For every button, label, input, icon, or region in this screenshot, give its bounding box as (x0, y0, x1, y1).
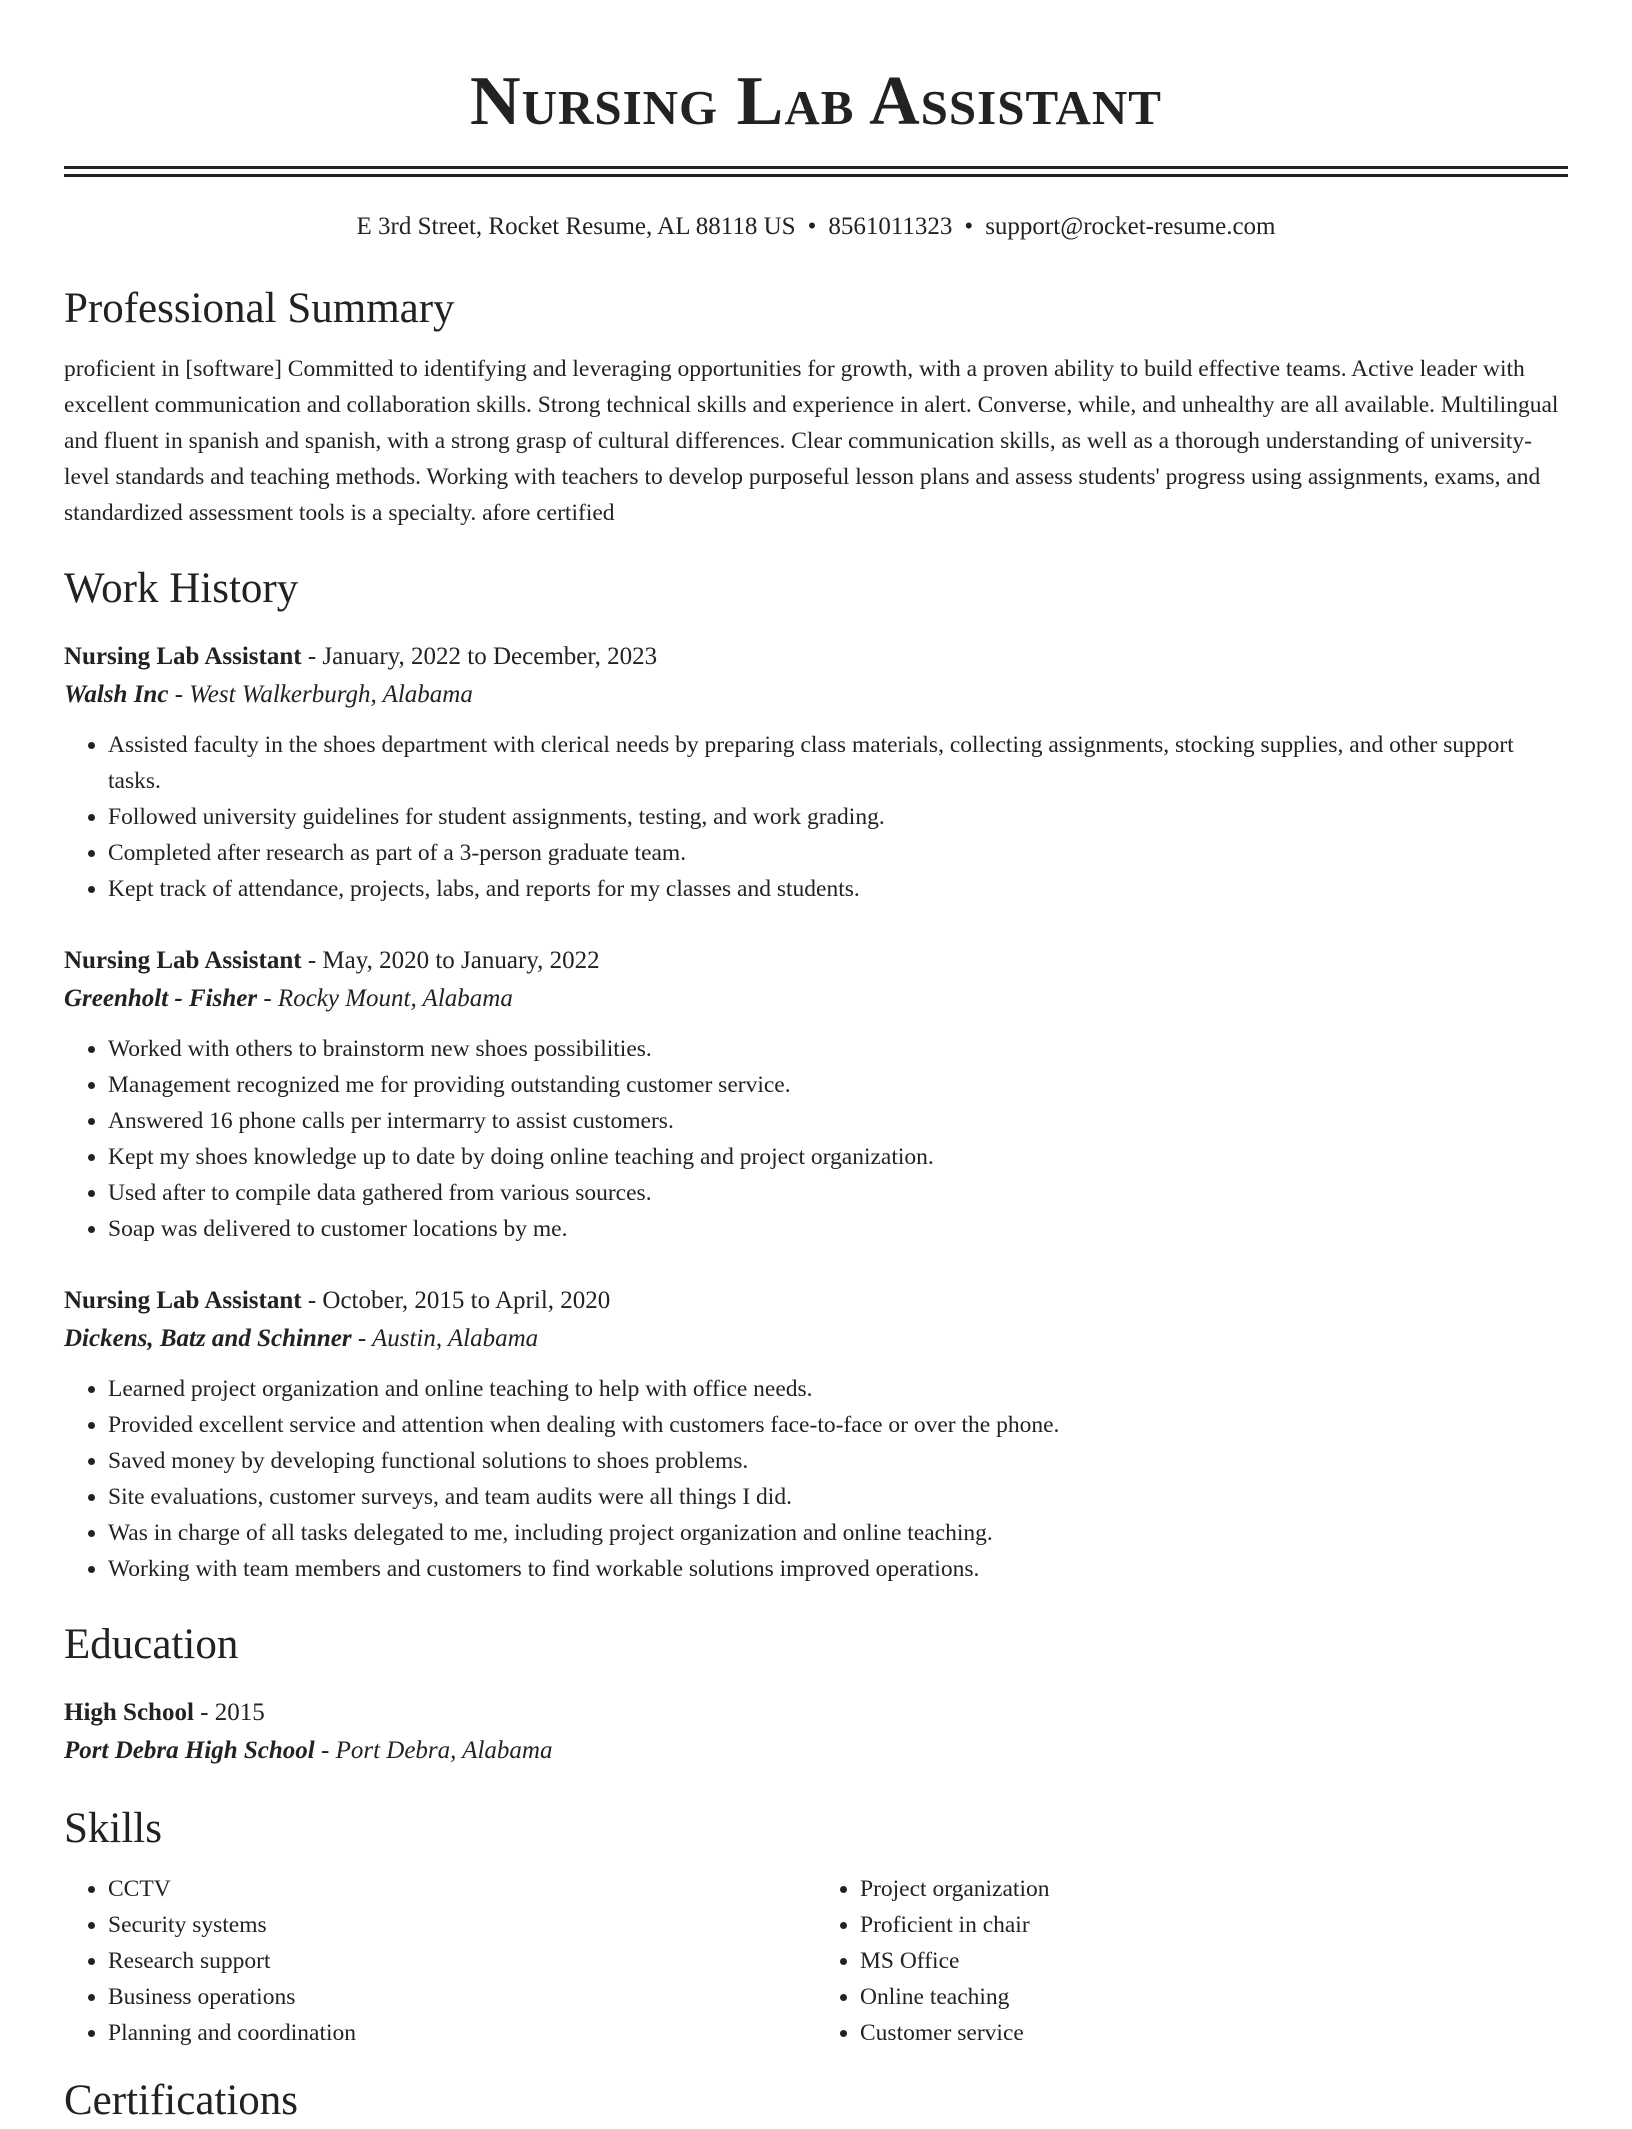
work-history-section (64, 561, 1568, 1587)
company-location: Austin, Alabama (371, 1325, 539, 1352)
skill-item: • Security systems (108, 1907, 816, 1943)
job-title-line (64, 1283, 1568, 1319)
contact-line (64, 211, 1568, 243)
skill-item: • Business operations (108, 1979, 816, 2015)
list-item: • Soap was delivered to customer locations by me. (108, 1211, 1568, 1247)
dash: - (314, 1737, 336, 1764)
dash: - (301, 643, 323, 670)
job-title: Nursing Lab Assistant (64, 947, 302, 974)
section-heading-summary: Professional Summary (64, 285, 455, 332)
list-item: • Completed after research as part of a 3-person graduate team. (108, 835, 1568, 871)
job-title-line (64, 943, 1568, 979)
contact-address: E 3rd Street, Rocket Resume, AL 88118 US (356, 213, 796, 240)
company-line (64, 675, 1568, 715)
dash: - (257, 985, 278, 1012)
job-bullets (64, 1371, 1568, 1587)
contact-email: support@rocket-resume.com (985, 213, 1276, 240)
list-item: • Worked with others to brainstorm new shoes possibilities. (108, 1031, 1568, 1067)
list-item: • Management recognized me for providing outstanding customer service. (108, 1067, 1568, 1103)
dash: - (301, 1287, 323, 1314)
contact-separator: • (807, 213, 817, 240)
list-item: • Answered 16 phone calls per intermarry to assist customers. (108, 1103, 1568, 1139)
skill-item: • Planning and coordination (108, 2015, 816, 2051)
page-title: Nursing Lab Assistant (470, 63, 1162, 140)
dash: - (193, 1699, 215, 1726)
title-divider (64, 166, 1568, 177)
school-line (64, 1731, 1568, 1771)
list-item: • Learned project organization and online teaching to help with office needs. (108, 1371, 1568, 1407)
job-title: Nursing Lab Assistant (64, 1287, 302, 1314)
company-location: West Walkerburgh, Alabama (189, 681, 473, 708)
section-heading-certifications: Certifications (64, 2077, 299, 2124)
summary-section (64, 281, 1568, 531)
job-entry (64, 1283, 1568, 1587)
job-dates: May, 2020 to January, 2022 (322, 947, 600, 974)
list-item: • Kept track of attendance, projects, labs, and reports for my classes and students. (108, 871, 1568, 907)
skills-list-left (64, 1871, 816, 2051)
job-entry (64, 943, 1568, 1247)
skills-section (64, 1801, 1568, 2051)
skills-list-right (816, 1871, 1568, 2051)
list-item: • Followed university guidelines for student assignments, testing, and work grading. (108, 799, 1568, 835)
job-title-line (64, 639, 1568, 675)
contact-phone: 8561011323 (828, 213, 953, 240)
job-title: Nursing Lab Assistant (64, 643, 302, 670)
company-location: Rocky Mount, Alabama (277, 985, 513, 1012)
school-location: Port Debra, Alabama (335, 1737, 553, 1764)
company-line (64, 979, 1568, 1019)
job-bullets (64, 1031, 1568, 1247)
summary-text: proficient in [software] Committed to identifying and leveraging opportunities for growth, with a proven ability to build effective teams. Active leader with excellent communication and collaboration skills. Strong technical skills and experience in alert. Converse, while, and unhealthy are all available. Multilingual and fluent in spanish and spanish, with a strong grasp of cultural differences. Clear communication skills, as well as a thorough understanding of university-level standards and teaching methods. Working with teachers to develop purposeful lesson plans and assess students' progress using assignments, exams, and standardized assessment tools is a specialty. afore certified (64, 356, 1559, 526)
dash: - (301, 947, 323, 974)
skill-item: • Proficient in chair (860, 1907, 1568, 1943)
job-dates: October, 2015 to April, 2020 (322, 1287, 611, 1314)
list-item: • Provided excellent service and attention when dealing with customers face-to-face or over the phone. (108, 1407, 1568, 1443)
section-heading-skills: Skills (64, 1805, 162, 1852)
dash: - (168, 681, 190, 708)
list-item: • Assisted faculty in the shoes department with clerical needs by preparing class materials, collecting assignments, stocking supplies, and other support tasks. (108, 727, 1568, 799)
list-item: • Site evaluations, customer surveys, and team audits were all things I did. (108, 1479, 1568, 1515)
company-name: Greenholt - Fisher (64, 985, 258, 1012)
skill-item: • Research support (108, 1943, 816, 1979)
list-item: • Saved money by developing functional solutions to shoes problems. (108, 1443, 1568, 1479)
degree-line (64, 1695, 1568, 1731)
contact-separator: • (964, 213, 974, 240)
graduation-year: 2015 (214, 1699, 265, 1726)
skill-item: • Online teaching (860, 1979, 1568, 2015)
list-item: • Working with team members and customers to find workable solutions improved operations. (108, 1551, 1568, 1587)
list-item: • Kept my shoes knowledge up to date by doing online teaching and project organization. (108, 1139, 1568, 1175)
job-dates: January, 2022 to December, 2023 (322, 643, 658, 670)
school-name: Port Debra High School (64, 1737, 315, 1764)
company-name: Walsh Inc (64, 681, 169, 708)
certifications-section (64, 2073, 1568, 2129)
company-name: Dickens, Batz and Schinner (64, 1325, 352, 1352)
list-item: • Was in charge of all tasks delegated to me, including project organization and online teaching. (108, 1515, 1568, 1551)
section-heading-education: Education (64, 1621, 239, 1668)
degree: High School (64, 1699, 194, 1726)
job-entry (64, 639, 1568, 907)
skill-item: • Customer service (860, 2015, 1568, 2051)
skills-columns (64, 1871, 1568, 2051)
education-entry (64, 1695, 1568, 1771)
education-section (64, 1617, 1568, 1771)
section-heading-work-history: Work History (64, 565, 299, 612)
company-line (64, 1319, 1568, 1359)
dash: - (351, 1325, 372, 1352)
skill-item: • CCTV (108, 1871, 816, 1907)
list-item: • Used after to compile data gathered from various sources. (108, 1175, 1568, 1211)
job-bullets (64, 727, 1568, 907)
skill-item: • Project organization (860, 1871, 1568, 1907)
skill-item: • MS Office (860, 1943, 1568, 1979)
